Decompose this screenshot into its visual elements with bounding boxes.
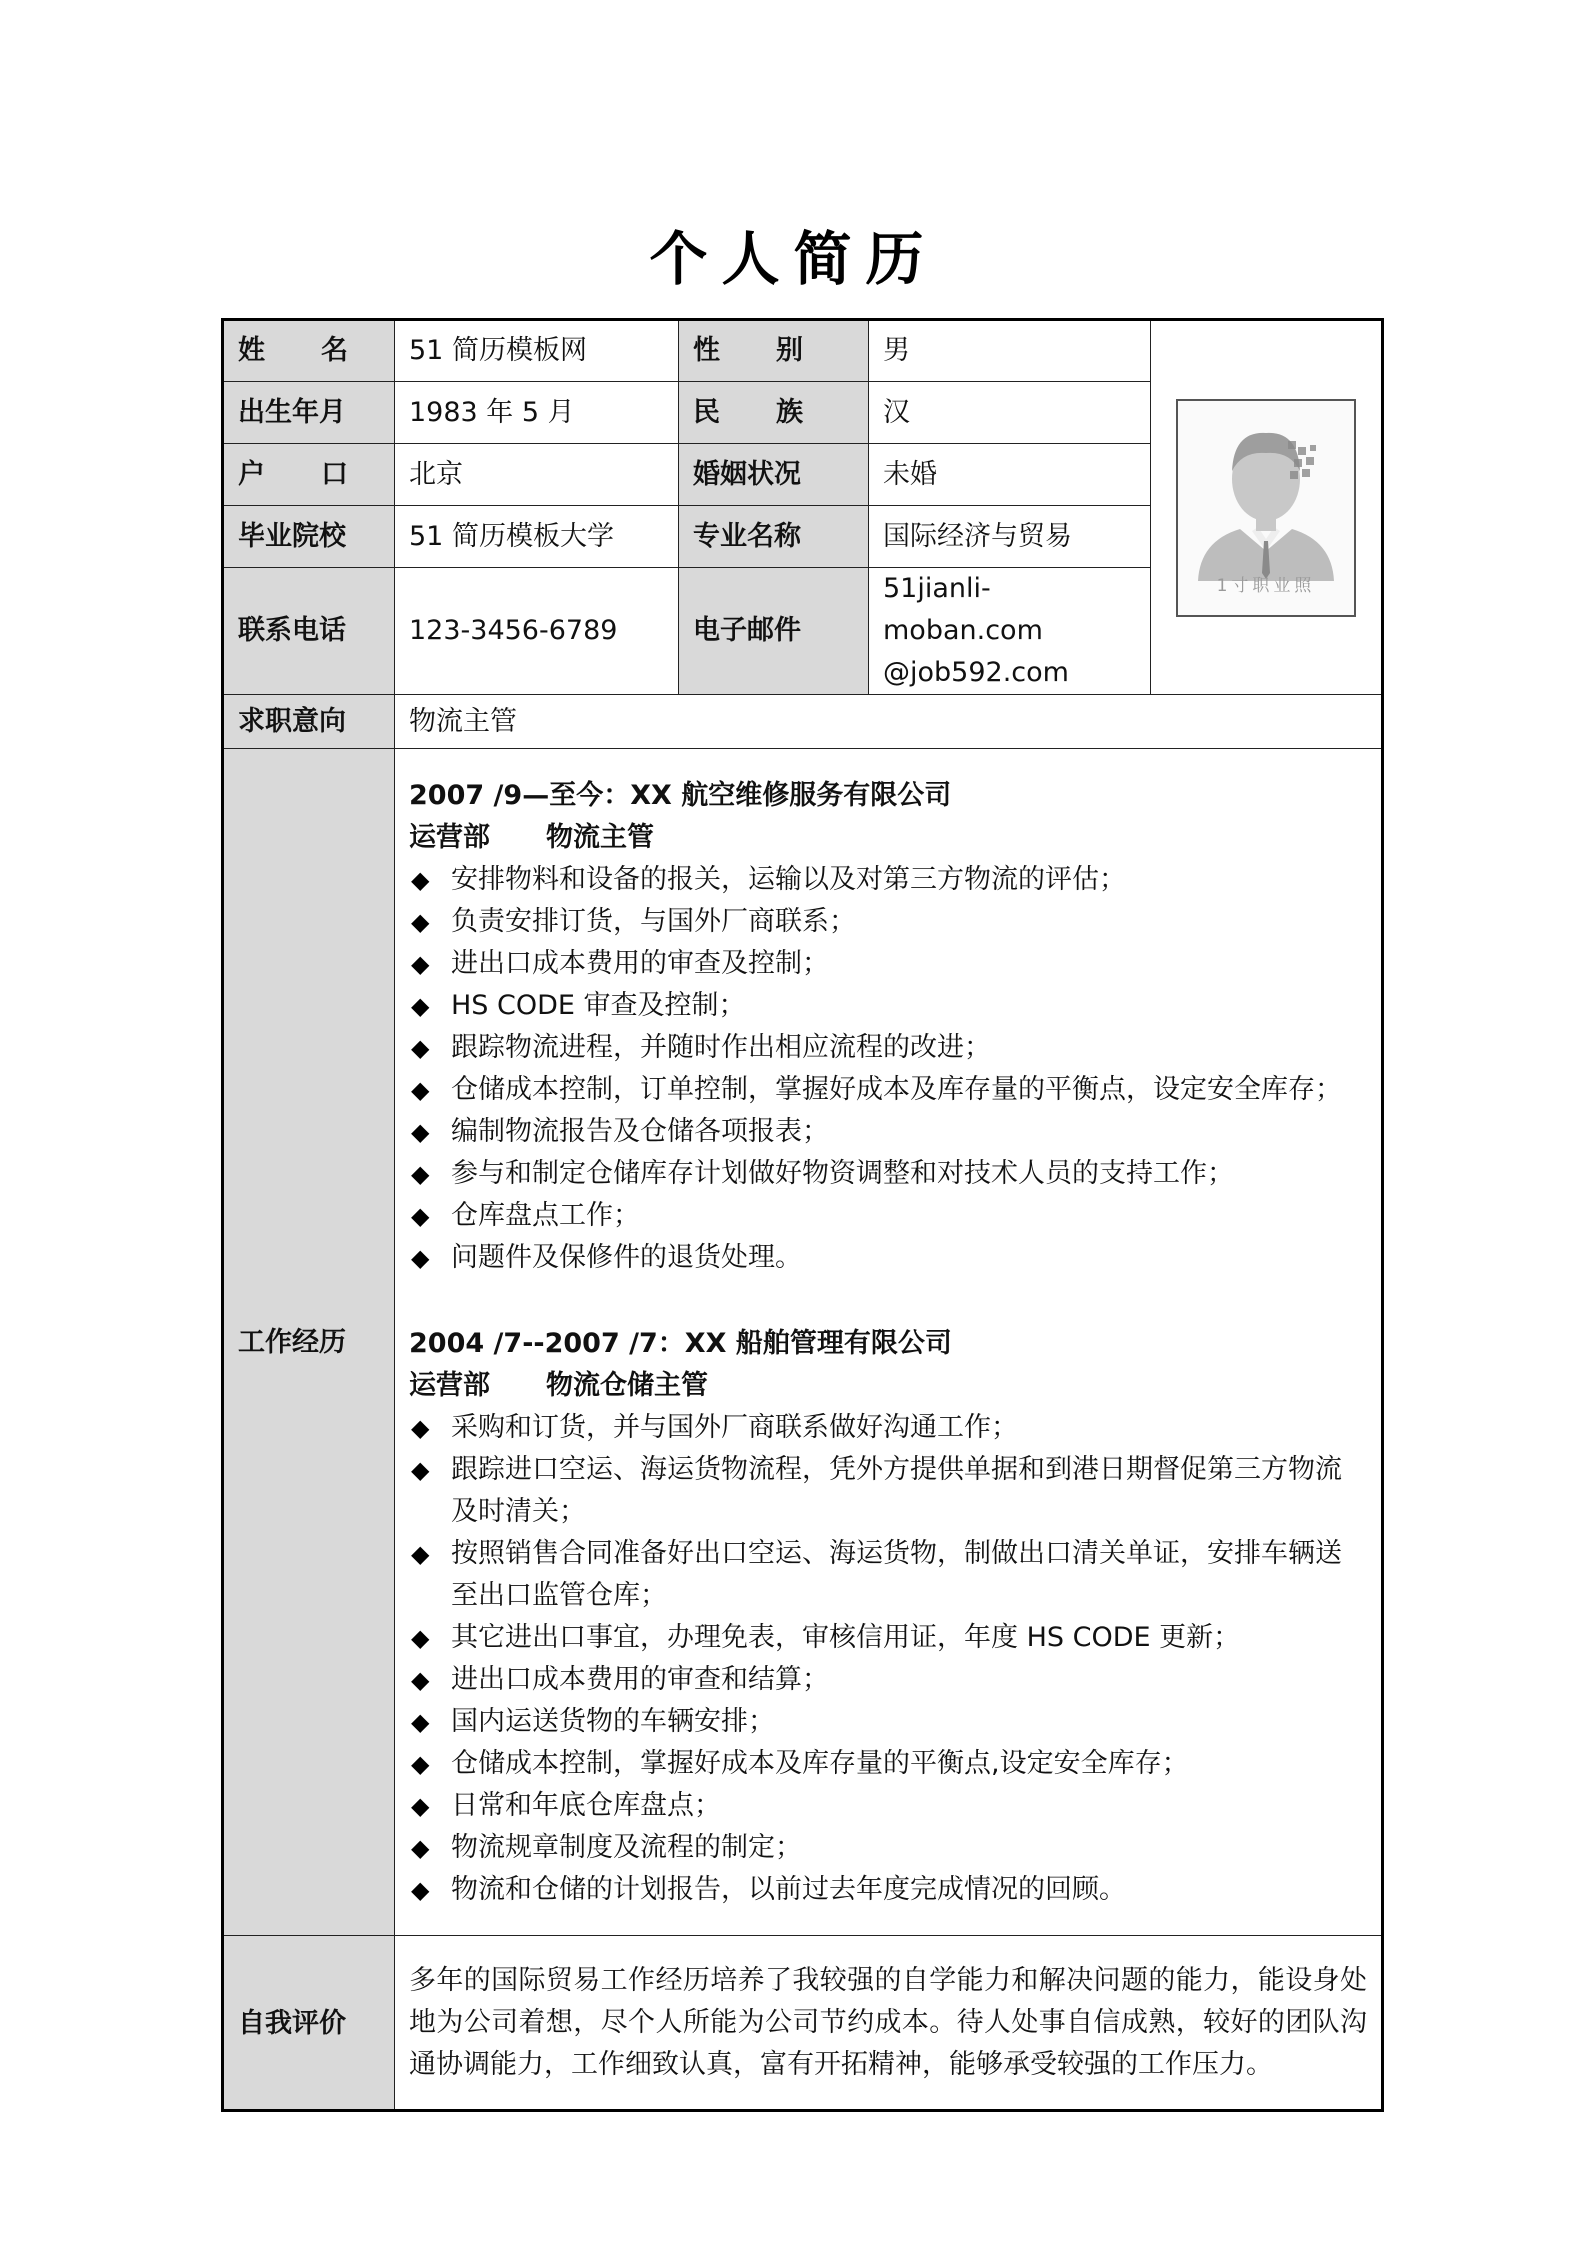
email-line-1: 51jianli-moban.com [883, 573, 1043, 646]
name-label-a: 姓 [238, 335, 265, 366]
job-2-duty: ◆ 按照销售合同准备好出口空运、海运货物，制做出口清关单证，安排车辆送至出口监管仓库； [409, 1533, 1367, 1617]
name-label-text [238, 330, 348, 372]
job-2-duty: ◆ 采购和订货，并与国外厂商联系做好沟通工作； [409, 1407, 1367, 1449]
job-1-dept: 运营部 [409, 822, 490, 853]
hukou-label-b: 口 [321, 458, 348, 490]
row-self-eval [223, 1936, 1383, 2111]
job-1-role: 物流主管 [546, 822, 654, 853]
hukou-label-text [238, 454, 348, 496]
job-2-duty: ◆ 日常和年底仓库盘点； [409, 1785, 1367, 1827]
photo-caption: 1寸职业照 [1216, 575, 1316, 596]
job-2 [409, 1321, 1367, 1911]
hukou-label [223, 444, 395, 506]
job-2-duties [409, 1407, 1367, 1911]
job-1-duty: ◆ HS CODE 审查及控制； [409, 985, 1367, 1027]
profile-photo [1176, 399, 1356, 617]
job-1-header: 2007 /9—至今：XX 航空维修服务有限公司 [409, 780, 952, 811]
marital-label: 婚姻状况 [679, 444, 869, 506]
marital-value: 未婚 [869, 444, 1151, 506]
hukou-label-a: 户 [238, 458, 265, 490]
ethnic-label [679, 382, 869, 444]
school-label: 毕业院校 [223, 506, 395, 568]
email-label: 电子邮件 [679, 568, 869, 695]
job-1-duty: ◆ 安排物料和设备的报关，运输以及对第三方物流的评估； [409, 859, 1367, 901]
resume-table [221, 318, 1384, 2112]
job-1-duty: ◆ 仓储成本控制，订单控制，掌握好成本及库存量的平衡点，设定安全库存； [409, 1069, 1367, 1111]
gender-label [679, 320, 869, 382]
name-label [223, 320, 395, 382]
job-2-header: 2004 /7--2007 /7：XX 船舶管理有限公司 [409, 1328, 952, 1359]
job-2-duty: ◆ 跟踪进口空运、海运货物流程，凭外方提供单据和到港日期督促第三方物流及时清关； [409, 1449, 1367, 1533]
job-2-duty: ◆ 仓储成本控制，掌握好成本及库存量的平衡点,设定安全库存； [409, 1743, 1367, 1785]
phone-value: 123-3456-6789 [395, 568, 679, 695]
ethnic-value: 汉 [869, 382, 1151, 444]
experience-label: 工作经历 [223, 749, 395, 1936]
row-experience [223, 749, 1383, 1936]
self-eval-text: 多年的国际贸易工作经历培养了我较强的自学能力和解决问题的能力，能设身处地为公司着想，尽个人所能为公司节约成本。待人处事自信成熟，较好的团队沟通协调能力，工作细致认真，富有开拓精神，能够承受较强的工作压力。 [395, 1936, 1383, 2111]
job-1-duty: ◆ 跟踪物流进程，并随时作出相应流程的改进； [409, 1027, 1367, 1069]
job-2-duty: ◆ 物流和仓储的计划报告，以前过去年度完成情况的回顾。 [409, 1869, 1367, 1911]
self-eval-label: 自我评价 [223, 1936, 395, 2111]
gender-label-b: 别 [776, 335, 803, 366]
job-1-duties [409, 859, 1367, 1279]
job-1-duty: ◆ 编制物流报告及仓储各项报表； [409, 1111, 1367, 1153]
job-1-duty: ◆ 参与和制定仓储库存计划做好物资调整和对技术人员的支持工作； [409, 1153, 1367, 1195]
job-1-duty: ◆ 进出口成本费用的审查及控制； [409, 943, 1367, 985]
job-2-duty: ◆ 物流规章制度及流程的制定； [409, 1827, 1367, 1869]
photo-cell [1151, 320, 1383, 695]
job-1-role-line [409, 817, 1367, 859]
gender-value: 男 [869, 320, 1151, 382]
job-2-role-line [409, 1365, 1367, 1407]
job-2-duty: ◆ 国内运送货物的车辆安排； [409, 1701, 1367, 1743]
email-line-2: @job592.com [883, 657, 1069, 688]
school-value: 51 简历模板大学 [395, 506, 679, 568]
job-2-duty: ◆ 进出口成本费用的审查和结算； [409, 1659, 1367, 1701]
job-1-duty: ◆ 仓库盘点工作； [409, 1195, 1367, 1237]
birth-label: 出生年月 [223, 382, 395, 444]
ethnic-label-b: 族 [776, 396, 803, 428]
job-1-duty: ◆ 负责安排订货，与国外厂商联系； [409, 901, 1367, 943]
name-label-b: 名 [321, 335, 348, 366]
experience-content [395, 749, 1383, 1936]
intent-value: 物流主管 [395, 695, 1383, 749]
hukou-value: 北京 [395, 444, 679, 506]
job-1 [409, 773, 1367, 1279]
major-value: 国际经济与贸易 [869, 506, 1151, 568]
gender-label-text [693, 330, 803, 372]
phone-label: 联系电话 [223, 568, 395, 695]
row-intent [223, 695, 1383, 749]
email-value [869, 568, 1151, 695]
job-2-duty: ◆ 其它进出口事宜，办理免表，审核信用证，年度 HS CODE 更新； [409, 1617, 1367, 1659]
gender-label-a: 性 [693, 335, 720, 366]
major-label: 专业名称 [679, 506, 869, 568]
job-2-dept: 运营部 [409, 1370, 490, 1401]
job-1-duty: ◆ 问题件及保修件的退货处理。 [409, 1237, 1367, 1279]
page-title: 个人简历 [649, 225, 938, 293]
name-value: 51 简历模板网 [395, 320, 679, 382]
job-2-role: 物流仓储主管 [546, 1370, 708, 1401]
ethnic-label-a: 民 [693, 396, 720, 428]
birth-value: 1983 年 5 月 [395, 382, 679, 444]
intent-label: 求职意向 [223, 695, 395, 749]
row-name [223, 320, 1383, 382]
ethnic-label-text [693, 392, 803, 434]
